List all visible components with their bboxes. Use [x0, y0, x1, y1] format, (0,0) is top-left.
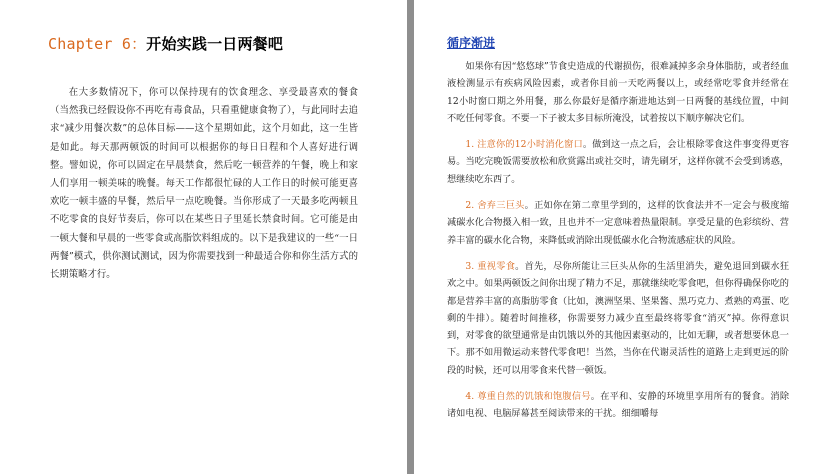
item-highlight: 重视零食	[477, 260, 516, 272]
item-highlight: 尊重自然的饥饿和饱腹信号	[477, 391, 591, 403]
intro-paragraph: 如果你有因“悠悠球”节食史造成的代谢损伤，很难减掉多余身体脂肪，或者经血液检测显示有疾病风险因素，或者你目前一天吃两餐以上，或经常吃零食并经常在12小时窗口期之外用餐，那么你最好是循序渐进地达到一日两餐的基线位置，中间不吃任何零食。不要一下子被太多目标所淹没，试着按以下顺序解决它们。	[447, 61, 789, 124]
list-item	[447, 388, 789, 423]
chapter-heading: 开始实践一日两餐吧	[146, 35, 284, 53]
item-highlight: 舍弃三巨头	[477, 200, 525, 212]
item-text: 。正如你在第二章里学到的，这样的饮食法并不一定会与极度缩减碳水化合物摄入相一致，且也并不一定意味着热量限制。享受足量的色彩缤纷、营养丰富的碳水化合物，来降低或消除出现低碳水化合物流感症状的风险。	[447, 200, 790, 246]
item-number: 4.	[465, 391, 475, 403]
left-body-text	[50, 84, 358, 284]
item-number: 1.	[465, 139, 475, 151]
item-text: 。在平和、安静的环境里享用所有的餐食。消除诸如电视、电脑屏幕甚至阅读带来的干扰。细细嚼每	[447, 391, 790, 420]
right-page	[414, 0, 818, 474]
right-body-text	[447, 58, 789, 432]
chapter-label: Chapter 6：	[48, 35, 147, 53]
item-highlight: 注意你的12小时消化窗口	[477, 139, 583, 151]
list-item	[447, 136, 789, 188]
item-text: 。首先，尽你所能让三巨头从你的生活里消失，避免退回到碳水狂欢之中。如果两顿饭之间你出现了精力不足，那就继续吃零食吧，但你得确保你吃的都是营养丰富的高脂肪零食（比如，澳洲坚果、坚果酱、黑巧克力、煮熟的鸡蛋、吃剩的牛排）。随着时间推移，你需要努力减少直至最终将零食“消灭”掉。你得意识到，对零食的欲望通常是由饥饿以外的其他因素驱动的，比如无聊，或者想要休息一下。那不如用微运动来替代零食吧！当然，当你在代谢灵活性的道路上走到更远的阶段的时候，还可以用零食来代替一顿饭。	[447, 260, 790, 376]
left-page	[0, 0, 407, 474]
list-item	[447, 258, 789, 379]
item-number: 2.	[465, 200, 475, 212]
item-number: 3.	[465, 260, 475, 272]
page-divider	[407, 0, 414, 474]
section-title-link[interactable]: 循序渐进	[447, 36, 496, 50]
paragraph: 在大多数情况下，你可以保持现有的饮食理念、享受最喜欢的餐食（当然我已经假设你不再吃有毒食品，只看重健康食物了），与此同时去追求“减少用餐次数”的总体目标——这个星期如此，这个月如此，这一生皆是如此。每天那两顿饭的时间可以根据你的每日日程和个人喜好进行调整。譬如说，你可以固定在早晨禁食，然后吃一顿营养的午餐，晚上和家人们享用一顿美味的晚餐。每天工作都很忙碌的人工作日的时候可能更喜欢吃一顿丰盛的早餐，然后早一点吃晚餐。当你形成了一天最多吃两顿且不吃零食的良好节奏后，你可以在某些日子里延长禁食时间。它可能是由一顿大餐和早晨的一些零食或高脂饮料组成的。以下是我建议的一些“一日两餐”模式，供你测试测试，因为你需要找到一种最适合你和你生活方式的长期策略才行。	[50, 87, 358, 281]
list-item	[447, 197, 789, 249]
item-text: 。做到这一点之后，会让根除零食这件事变得更容易。当吃完晚饭需要放松和欣赏露出或社交时，请先刷牙，这样你就不会受到诱惑，想继续吃东西了。	[447, 139, 789, 185]
chapter-title	[48, 33, 283, 54]
